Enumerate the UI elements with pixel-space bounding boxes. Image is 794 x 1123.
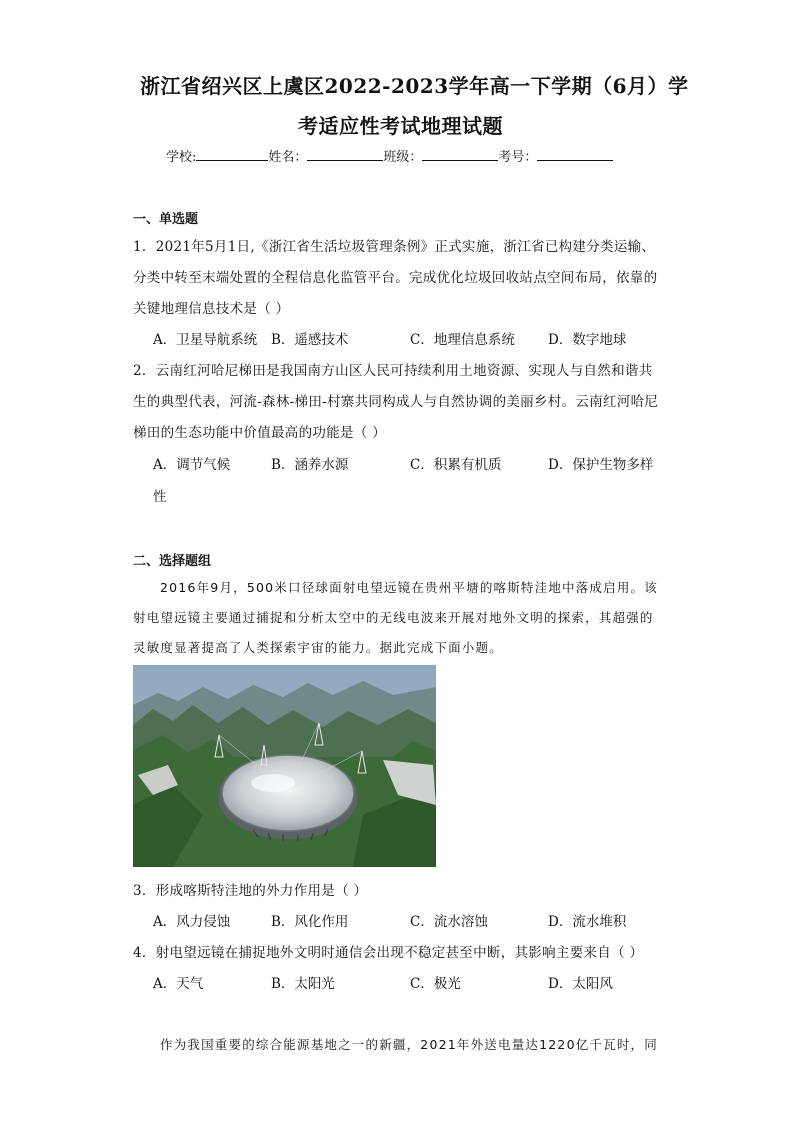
q3-option-d[interactable]: D．流水堆积	[548, 914, 627, 930]
q2-line: 生的典型代表，河流-森林-梯田-村寨共同构成人与自然协调的美丽乡村。云南红河哈尼	[133, 394, 659, 410]
next-material-line: 作为我国重要的综合能源基地之一的新疆，2021年外送电量达1220亿千瓦时，同	[160, 1037, 658, 1052]
section-heading-question-group: 二、选择题组	[133, 554, 212, 569]
q2-option-d-wrap: 性	[153, 489, 167, 505]
section-heading-single-choice: 一、单选题	[133, 212, 199, 227]
q2-option-c[interactable]: C．积累有机质	[410, 457, 502, 473]
material-line: 2016年9月，500米口径球面射电望远镜在贵州平塘的喀斯特洼地中落成启用。该	[160, 580, 658, 595]
class-blank[interactable]	[422, 148, 498, 161]
exam-no-blank[interactable]	[537, 148, 613, 161]
q3-text: 3．形成喀斯特洼地的外力作用是（ ）	[133, 883, 368, 899]
q4-option-a[interactable]: A．天气	[153, 976, 204, 992]
school-blank[interactable]	[196, 148, 268, 161]
name-blank[interactable]	[307, 148, 383, 161]
q2-line: 2．云南红河哈尼梯田是我国南方山区人民可持续利用土地资源、实现人与自然和谐共	[133, 363, 653, 379]
q2-option-d[interactable]: D．保护生物多样	[548, 457, 654, 473]
q1-line: 关键地理信息技术是（ ）	[133, 301, 290, 317]
name-label: 姓名：	[268, 150, 308, 165]
student-info-row	[166, 146, 613, 165]
material-line: 射电望远镜主要通过捕捉和分析太空中的无线电波来开展对地外文明的探索，其超强的	[133, 610, 654, 625]
title-line-2: 考适应性考试地理试题	[298, 114, 503, 138]
q3-option-c[interactable]: C．流水溶蚀	[410, 914, 488, 930]
class-label: 班级：	[383, 150, 423, 165]
q2-option-b[interactable]: B．涵养水源	[271, 457, 349, 473]
q4-option-c[interactable]: C．极光	[410, 976, 461, 992]
school-label: 学校:	[166, 150, 197, 165]
q4-option-d[interactable]: D．太阳风	[548, 976, 613, 992]
q3-option-b[interactable]: B．风化作用	[271, 914, 349, 930]
q4-option-b[interactable]: B．太阳光	[271, 976, 335, 992]
fast-telescope-photo	[133, 665, 436, 867]
material-line: 灵敏度显著提高了人类探索宇宙的能力。据此完成下面小题。	[133, 640, 503, 655]
q1-option-d[interactable]: D．数字地球	[548, 332, 627, 348]
q1-option-c[interactable]: C．地理信息系统	[410, 332, 515, 348]
title-line-1: 浙江省绍兴区上虞区2022-2023学年高一下学期（6月）学	[140, 74, 689, 98]
q3-option-a[interactable]: A．风力侵蚀	[153, 914, 231, 930]
q2-option-a[interactable]: A．调节气候	[153, 457, 231, 473]
q2-line: 梯田的生态功能中价值最高的功能是（ ）	[133, 425, 386, 441]
q1-line: 1．2021年5月1日,《浙江省生活垃圾管理条例》正式实施，浙江省已构建分类运输、	[133, 239, 656, 255]
q1-option-a[interactable]: A．卫星导航系统	[153, 332, 258, 348]
q1-line: 分类中转至末端处置的全程信息化监管平台。完成优化垃圾回收站点空间布局，依靠的	[133, 270, 658, 286]
q4-text: 4．射电望远镜在捕捉地外文明时通信会出现不稳定甚至中断，其影响主要来自（ ）	[133, 945, 644, 961]
exam-no-label: 考号：	[498, 150, 538, 165]
q1-option-b[interactable]: B．遥感技术	[271, 332, 349, 348]
